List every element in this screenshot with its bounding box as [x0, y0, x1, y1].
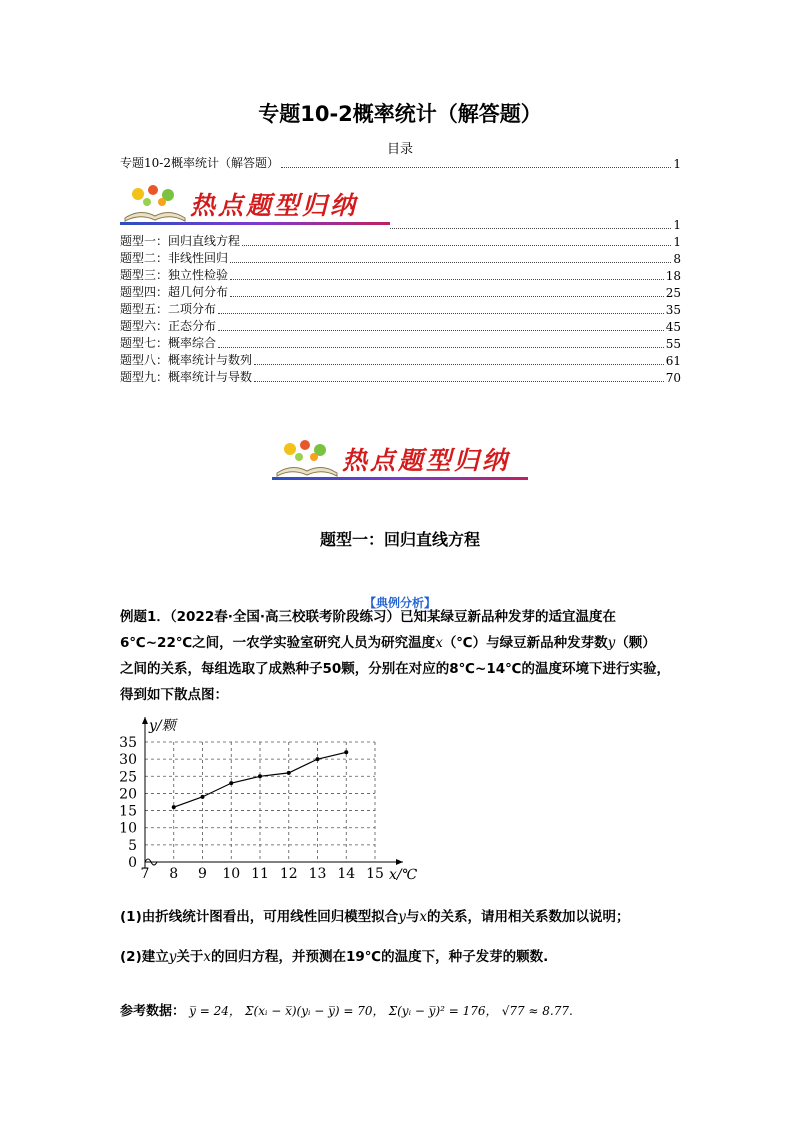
variable-y: y: [607, 635, 616, 651]
toc-entry-page: 35: [665, 303, 681, 317]
toc-entry-page: 70: [665, 371, 681, 385]
text-run: （颗）: [615, 635, 656, 651]
toc-entry-page: 18: [665, 269, 681, 283]
section-title: 题型一：回归直线方程: [319, 530, 480, 549]
toc-entry-page: 61: [665, 354, 681, 368]
banner-underline: [272, 477, 528, 480]
y-tick-label: 0: [128, 855, 137, 871]
text-run: 关于: [176, 949, 204, 965]
line-chart: [115, 712, 435, 892]
banner-hot-topics: [272, 435, 528, 480]
x-axis-arrow: [396, 859, 403, 865]
question-2: [120, 945, 700, 965]
text-run: (1)由折线统计图看出，可用线性回归模型拟合: [120, 909, 399, 925]
chart-grid: [145, 742, 375, 862]
reference-data: [120, 1000, 573, 1019]
toc-entry-page: 55: [665, 337, 681, 351]
reference-item: y̅ = 24，: [189, 1004, 241, 1018]
y-tick-label: 20: [119, 786, 137, 803]
y-tick-label: 25: [119, 769, 137, 786]
banner-underline: [120, 222, 390, 225]
text-run: （℃）与绿豆新品种发芽数: [442, 635, 608, 651]
toc-entry-page: 1: [673, 218, 681, 232]
chart-axes: [142, 717, 403, 868]
example-line: 之间的关系，每组选取了成熟种子50颗，分别在对应的8℃~14℃的温度环境下进行实验，: [120, 661, 670, 677]
toc-entry[interactable]: [120, 369, 681, 385]
y-axis-label: y/颗: [149, 718, 176, 734]
toc-entry-page: 1: [673, 157, 681, 171]
toc-entry[interactable]: [120, 233, 681, 249]
toc-entry-label: 题型四：超几何分布: [120, 285, 229, 299]
toc-entry-label: 题型七：概率综合: [120, 336, 217, 350]
toc-entry-label: 题型九：概率统计与导数: [120, 370, 253, 384]
x-tick-label: 7: [140, 866, 150, 882]
toc-entry-label: 专题10-2概率统计（解答题）: [120, 156, 279, 170]
toc-entry-page: 45: [665, 320, 681, 334]
y-tick-label: 10: [119, 820, 137, 837]
x-tick-label: 15: [366, 866, 384, 882]
data-point: [344, 750, 348, 754]
toc-entry[interactable]: [120, 352, 681, 368]
chart-ticks: [119, 735, 384, 882]
x-tick-label: 11: [251, 866, 269, 882]
toc-leader: [218, 347, 664, 348]
toc-leader: [230, 296, 664, 297]
x-axis-label: x/℃: [389, 867, 418, 883]
x-tick-label: 12: [279, 866, 298, 882]
reference-item: √77 ≈ 8.77.: [501, 1004, 573, 1018]
toc-leader: [254, 364, 664, 365]
toc-leader: [254, 381, 664, 382]
banner-text: 热点题型归纳: [342, 446, 511, 475]
toc-entry-label: 题型三：独立性检验: [120, 268, 229, 282]
toc-entry-label: 题型二：非线性回归: [120, 251, 229, 265]
variable-x: x: [435, 635, 443, 651]
toc-entry-label: 题型八：概率统计与数列: [120, 353, 253, 367]
x-tick-label: 13: [308, 866, 327, 882]
toc-entry-page: 8: [673, 252, 681, 266]
example-tag: 【典例分析】: [363, 596, 436, 610]
toc-entry-label: 题型六：正态分布: [120, 319, 217, 333]
reference-item: Σ(yᵢ − y̅)² = 176，: [388, 1004, 498, 1018]
toc-leader: [230, 262, 671, 263]
y-tick-label: 30: [119, 752, 137, 769]
toc-entry[interactable]: [388, 216, 681, 232]
banner-text: 热点题型归纳: [190, 191, 359, 220]
toc-leader: [230, 279, 664, 280]
toc-entry-page: 1: [673, 235, 681, 249]
toc-entry[interactable]: [120, 301, 681, 317]
data-point: [172, 805, 176, 809]
question-1: [120, 905, 700, 925]
x-tick-label: 9: [198, 866, 207, 882]
x-tick-label: 10: [222, 866, 241, 882]
variable-x: x: [419, 909, 427, 925]
data-point: [258, 774, 262, 778]
text-run: 6℃~22℃之间，一农学实验室研究人员为研究温度: [120, 635, 436, 651]
data-point: [287, 771, 291, 775]
document-title: 专题10-2概率统计（解答题）: [258, 102, 542, 126]
toc-heading: 目录: [386, 142, 413, 157]
toc-entry[interactable]: [120, 155, 681, 171]
x-tick-label: 14: [337, 866, 356, 882]
toc-entry-label: 题型一：回归直线方程: [120, 234, 241, 248]
toc-leader: [218, 313, 664, 314]
toc-entry[interactable]: [120, 250, 681, 266]
toc-entry[interactable]: [120, 335, 681, 351]
variable-y: y: [168, 949, 177, 965]
data-point: [201, 795, 205, 799]
example-line: 例题1．（2022春·全国·高三校联考阶段练习）已知某绿豆新品种发芽的适宜温度在: [120, 609, 616, 625]
x-tick-label: 8: [169, 866, 179, 882]
toc-leader: [281, 167, 671, 168]
toc-entry[interactable]: [120, 284, 681, 300]
toc-entry[interactable]: [120, 267, 681, 283]
banner-hot-topics: [120, 180, 390, 225]
reference-item: Σ(xᵢ − x̅)(yᵢ − y̅) = 70，: [245, 1004, 385, 1018]
toc-entry-label: 题型五：二项分布: [120, 302, 217, 316]
variable-x: x: [203, 949, 211, 965]
toc-leader: [390, 228, 671, 229]
y-tick-label: 5: [128, 837, 137, 854]
toc-leader: [242, 245, 671, 246]
text-run: 与: [405, 909, 420, 925]
book-flower-icon: [272, 435, 342, 477]
example-text: [120, 604, 680, 708]
y-tick-label: 35: [119, 735, 137, 751]
book-flower-icon: [120, 180, 190, 222]
variable-y: y: [398, 909, 406, 925]
text-run: 的回归方程，并预测在19℃的温度下，种子发芽的颗数.: [211, 949, 549, 965]
data-point: [316, 757, 320, 761]
example-line: 得到如下散点图：: [120, 687, 228, 703]
example-line: [120, 630, 680, 656]
y-tick-label: 15: [119, 803, 137, 820]
text-run: (2)建立: [120, 949, 169, 965]
toc-entry[interactable]: [120, 318, 681, 334]
toc-entry-page: 25: [665, 286, 681, 300]
toc-leader: [218, 330, 664, 331]
reference-label: 参考数据：: [120, 1004, 186, 1019]
y-axis-arrow: [142, 717, 148, 724]
data-point: [229, 781, 233, 785]
text-run: 的关系，请用相关系数加以说明；: [427, 909, 630, 925]
